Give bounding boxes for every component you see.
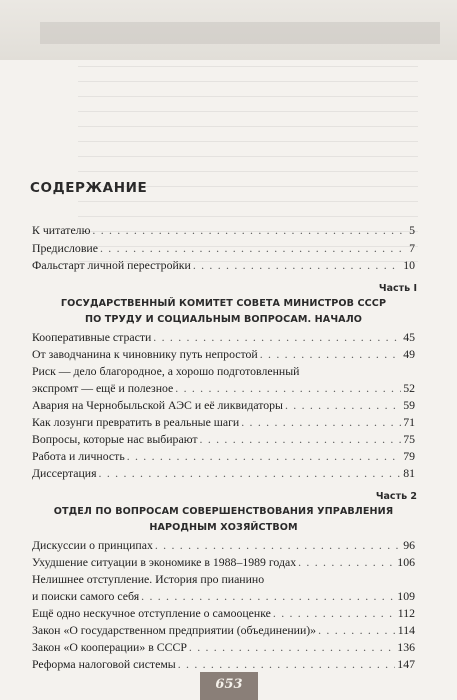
toc-entry — [32, 414, 415, 431]
dot-leader — [153, 329, 401, 346]
dot-leader — [200, 431, 402, 448]
toc-entry-label: Ещё одно нескучное отступление о самооценке — [32, 606, 271, 620]
toc-entry-label: экспромт — ещё и полезное — [32, 381, 174, 395]
toc-entry-label: Кооперативные страсти — [32, 330, 152, 344]
toc-entry-page: 52 — [403, 381, 415, 395]
toc-entry-label-line1: Риск — дело благородное, а хорошо подготовленный — [32, 364, 300, 378]
dot-leader — [189, 639, 395, 656]
toc-entry-page: 7 — [409, 241, 415, 255]
toc-entry-page: 81 — [403, 466, 415, 480]
toc-entry-label: Авария на Чернобыльской АЭС и её ликвидаторы — [32, 398, 283, 412]
dot-leader — [92, 222, 407, 239]
toc-entry — [32, 448, 415, 465]
toc-entry-page: 106 — [397, 555, 415, 569]
toc-entry-label: От заводчанина к чиновнику путь непростой — [32, 347, 258, 361]
dot-leader — [99, 465, 402, 482]
toc-entry-page: 71 — [403, 415, 415, 429]
toc-entry-label: Дискуссии о принципах — [32, 538, 153, 552]
toc-entry — [32, 240, 415, 257]
dot-leader — [100, 240, 407, 257]
toc-entry-label-line1: Нелишнее отступление. История про пианино — [32, 572, 265, 586]
toc-entry-page: 75 — [403, 432, 415, 446]
bleed-through-band — [40, 22, 440, 44]
toc-entry — [32, 346, 415, 363]
part-title-line: ОТДЕЛ ПО ВОПРОСАМ СОВЕРШЕНСТВОВАНИЯ УПРАВЛЕНИЯ — [53, 506, 394, 517]
toc-entry — [32, 380, 415, 397]
toc-entry-page: 96 — [403, 538, 415, 552]
toc-entry-page: 147 — [397, 657, 415, 671]
toc-entry — [32, 639, 415, 656]
dot-leader — [285, 397, 401, 414]
toc-entry-page: 136 — [397, 640, 415, 654]
part-number: Часть 2 — [375, 491, 417, 502]
dot-leader — [141, 588, 395, 605]
toc-entry-page: 59 — [403, 398, 415, 412]
toc-entry-label: Фальстарт личной перестройки — [32, 258, 191, 272]
toc-entry-label: Вопросы, которые нас выбирают — [32, 432, 198, 446]
toc-entry-page: 5 — [409, 223, 415, 237]
toc-entry-label: Ухудшение ситуации в экономике в 1988–1989 годах — [32, 555, 297, 569]
toc-entry-page: 45 — [403, 330, 415, 344]
toc-entry-page: 79 — [403, 449, 415, 463]
toc-entry — [32, 222, 415, 239]
toc-entry — [32, 257, 415, 274]
toc-entry — [32, 622, 415, 639]
toc-entry — [32, 329, 415, 346]
toc-entry — [32, 465, 415, 482]
part-title-line: ГОСУДАРСТВЕННЫЙ КОМИТЕТ СОВЕТА МИНИСТРОВ СССР — [60, 298, 387, 309]
toc-entry-label: Предисловие — [32, 241, 98, 255]
dot-leader — [178, 656, 396, 673]
toc-entry-label: Работа и личность — [32, 449, 125, 463]
toc-entry-page: 114 — [397, 623, 415, 637]
page-number-badge: 653 — [200, 672, 258, 700]
dot-leader — [175, 380, 401, 397]
dot-leader — [260, 346, 401, 363]
toc-entry-label: К читателю — [32, 223, 91, 237]
toc-entry — [32, 605, 415, 622]
part-number: Часть I — [378, 283, 417, 294]
toc-entry-label: Диссертация — [32, 466, 97, 480]
toc-entry — [32, 431, 415, 448]
toc-entry — [32, 397, 415, 414]
toc-entry-label: и поиски самого себя — [32, 589, 140, 603]
toc-entry-page: 10 — [403, 258, 415, 272]
dot-leader — [241, 414, 401, 431]
toc-entry — [32, 656, 415, 673]
dot-leader — [155, 537, 401, 554]
toc-entry-page: 112 — [397, 606, 415, 620]
toc-entry — [32, 588, 415, 605]
toc-entry-page: 49 — [403, 347, 415, 361]
dot-leader — [273, 605, 396, 622]
toc-entry — [32, 537, 415, 554]
part-title-line: НАРОДНЫМ ХОЗЯЙСТВОМ — [149, 522, 298, 533]
dot-leader — [318, 622, 396, 639]
toc-title: СОДЕРЖАНИЕ — [30, 180, 148, 196]
toc-entry-label: Закон «О кооперации» в СССР — [32, 640, 187, 654]
part-title-line: ПО ТРУДУ И СОЦИАЛЬНЫМ ВОПРОСАМ. НАЧАЛО — [84, 314, 363, 325]
dot-leader — [193, 257, 401, 274]
toc-entry-page: 109 — [397, 589, 415, 603]
toc-entry-label: Как лозунги превратить в реальные шаги — [32, 415, 240, 429]
dot-leader — [298, 554, 395, 571]
dot-leader — [127, 448, 402, 465]
toc-entry-label: Реформа налоговой системы — [32, 657, 176, 671]
toc-entry — [32, 554, 415, 571]
toc-entry-label: Закон «О государственном предприятии (объединении)» — [32, 623, 317, 637]
